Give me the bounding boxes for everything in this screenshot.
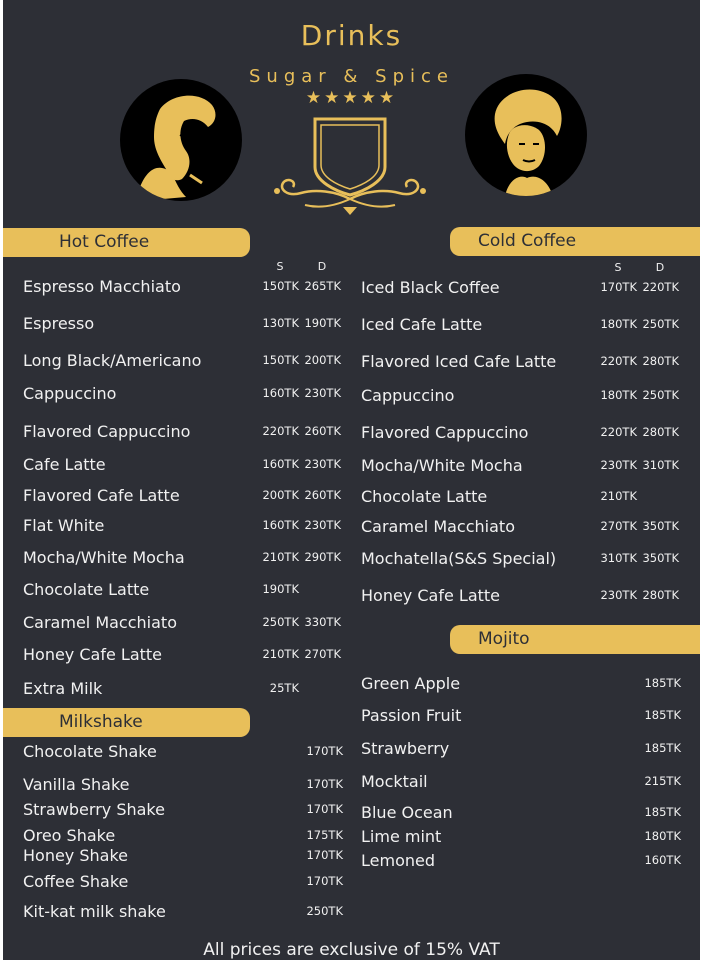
item-name: Caramel Macchiato: [361, 517, 515, 536]
hot-coffee-heading: Hot Coffee: [3, 228, 250, 257]
price-double: 280TK: [642, 425, 679, 439]
item-name: Honey Cafe Latte: [361, 586, 501, 605]
item-name: Vanilla Shake: [23, 775, 130, 794]
price-double: 310TK: [642, 458, 679, 472]
price-small: 150TK: [262, 279, 299, 293]
price-small: 220TK: [262, 424, 299, 438]
crest-emblem: [265, 115, 435, 220]
item-price: 170TK: [306, 777, 343, 791]
price-double: 265TK: [304, 279, 341, 293]
mojito-heading: Mojito: [450, 625, 700, 654]
price-double: 330TK: [304, 615, 341, 629]
item-name: Green Apple: [361, 674, 461, 693]
item-name: Strawberry: [361, 739, 450, 758]
item-name: Honey Shake: [23, 846, 128, 865]
price-small: 25TK: [269, 681, 299, 695]
price-double: 220TK: [642, 280, 679, 294]
item-name: Caramel Macchiato: [23, 613, 177, 632]
price-small: 180TK: [600, 317, 637, 331]
item-name: Flavored Iced Cafe Latte: [361, 352, 557, 371]
item-name: Flat White: [23, 516, 105, 535]
price-double: 230TK: [304, 386, 341, 400]
item-price: 250TK: [306, 904, 343, 918]
price-small: 230TK: [600, 458, 637, 472]
item-price: 170TK: [306, 848, 343, 862]
price-small: 150TK: [262, 353, 299, 367]
menu-board: [3, 0, 700, 960]
menu-title: Drinks: [300, 19, 403, 52]
price-double: 280TK: [642, 588, 679, 602]
item-name: Mocha/White Mocha: [23, 548, 185, 567]
item-price: 170TK: [306, 744, 343, 758]
cold-coffee-heading: Cold Coffee: [450, 227, 700, 256]
price-small: 250TK: [262, 615, 299, 629]
item-name: Cafe Latte: [23, 455, 106, 474]
price-small: 310TK: [600, 551, 637, 565]
item-name: Oreo Shake: [23, 826, 116, 845]
milkshake-heading: Milkshake: [3, 708, 250, 737]
item-name: Mocha/White Mocha: [361, 456, 523, 475]
hot-size-d-header: D: [317, 260, 327, 273]
price-small: 230TK: [600, 588, 637, 602]
brand-name: Sugar & Spice: [249, 66, 454, 87]
item-price: 160TK: [644, 853, 681, 867]
item-name: Chocolate Latte: [23, 580, 150, 599]
item-price: 185TK: [644, 708, 681, 722]
item-name: Lemoned: [361, 851, 435, 870]
price-double: 260TK: [304, 424, 341, 438]
item-price: 215TK: [644, 774, 681, 788]
item-name: Espresso Macchiato: [23, 277, 181, 296]
price-double: 280TK: [642, 354, 679, 368]
price-double: 230TK: [304, 457, 341, 471]
item-name: Extra Milk: [23, 679, 103, 698]
item-name: Kit-kat milk shake: [23, 902, 166, 921]
price-small: 270TK: [600, 519, 637, 533]
price-small: 210TK: [600, 489, 637, 503]
price-double: 290TK: [304, 550, 341, 564]
item-price: 185TK: [644, 805, 681, 819]
item-name: Strawberry Shake: [23, 800, 165, 819]
item-price: 180TK: [644, 829, 681, 843]
item-name: Mocktail: [361, 772, 428, 791]
item-name: Honey Cafe Latte: [23, 645, 163, 664]
item-price: 175TK: [306, 828, 343, 842]
price-small: 160TK: [262, 386, 299, 400]
price-double: 350TK: [642, 551, 679, 565]
item-name: Flavored Cafe Latte: [23, 486, 180, 505]
item-name: Lime mint: [361, 827, 442, 846]
item-name: Iced Black Coffee: [361, 278, 500, 297]
item-name: Flavored Cappuccino: [361, 423, 529, 442]
cold-size-d-header: D: [655, 261, 665, 274]
price-double: 270TK: [304, 647, 341, 661]
item-name: Coffee Shake: [23, 872, 129, 891]
hot-size-s-header: S: [276, 260, 284, 273]
price-double: 260TK: [304, 488, 341, 502]
price-double: 250TK: [642, 317, 679, 331]
price-small: 220TK: [600, 425, 637, 439]
price-double: 200TK: [304, 353, 341, 367]
price-small: 210TK: [262, 647, 299, 661]
item-name: Iced Cafe Latte: [361, 315, 483, 334]
item-price: 185TK: [644, 741, 681, 755]
item-name: Cappuccino: [23, 384, 117, 403]
item-name: Chocolate Latte: [361, 487, 488, 506]
item-name: Passion Fruit: [361, 706, 462, 725]
price-double: 250TK: [642, 388, 679, 402]
item-name: Flavored Cappuccino: [23, 422, 191, 441]
price-small: 210TK: [262, 550, 299, 564]
cold-size-s-header: S: [614, 261, 622, 274]
price-small: 180TK: [600, 388, 637, 402]
vat-notice: All prices are exclusive of 15% VAT: [203, 940, 500, 960]
item-name: Long Black/Americano: [23, 351, 202, 370]
price-double: 350TK: [642, 519, 679, 533]
price-double: 190TK: [304, 316, 341, 330]
price-small: 170TK: [600, 280, 637, 294]
price-small: 130TK: [262, 316, 299, 330]
price-small: 200TK: [262, 488, 299, 502]
price-small: 160TK: [262, 457, 299, 471]
left-portrait-image: [120, 79, 242, 201]
price-double: 230TK: [304, 518, 341, 532]
item-price: 170TK: [306, 802, 343, 816]
right-portrait-image: [465, 74, 587, 196]
item-name: Espresso: [23, 314, 95, 333]
price-small: 220TK: [600, 354, 637, 368]
item-name: Mochatella(S&S Special): [361, 549, 557, 568]
price-small: 190TK: [262, 582, 299, 596]
price-small: 160TK: [262, 518, 299, 532]
item-price: 170TK: [306, 874, 343, 888]
item-name: Cappuccino: [361, 386, 455, 405]
star-rating: ★★★★★: [305, 88, 398, 108]
item-name: Chocolate Shake: [23, 742, 157, 761]
item-name: Blue Ocean: [361, 803, 453, 822]
item-price: 185TK: [644, 676, 681, 690]
